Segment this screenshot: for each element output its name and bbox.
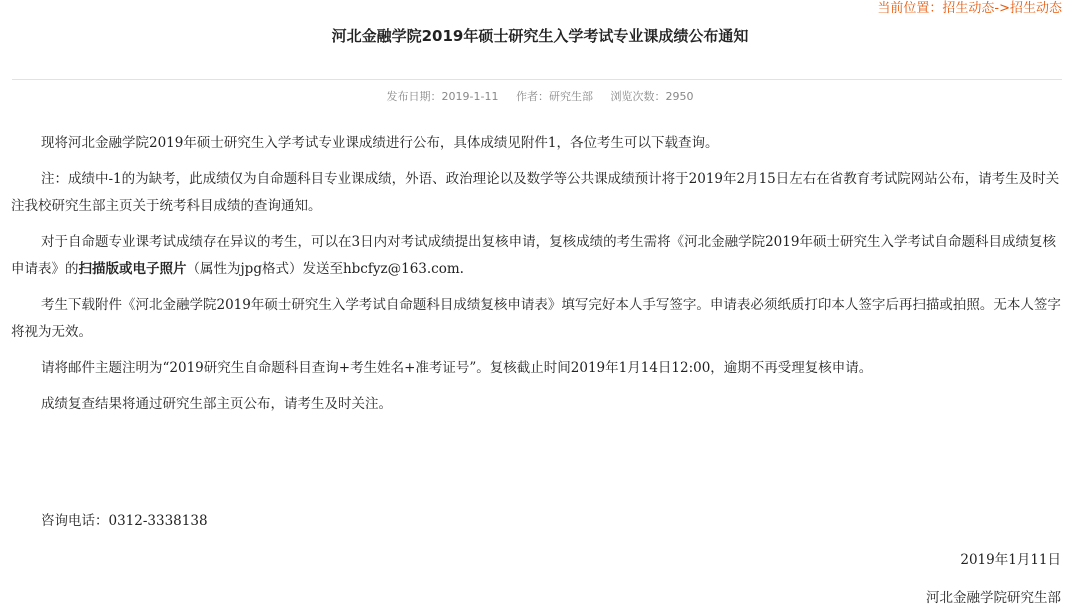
- paragraph-announcement: 现将河北金融学院2019年硕士研究生入学考试专业课成绩进行公布，具体成绩见附件1，各位考生可以下载查询。: [41, 135, 719, 151]
- title-divider: [12, 79, 1062, 80]
- review-text-before: 对于自命题专业课考试成绩存在异议的考生，可以在3日内对考试成绩提出复核申请，复核成绩的考生需将《河北金融学院2019年硕士研究生入学考试自命题科目成绩复核申请表》的: [11, 234, 1056, 277]
- signature-date: 2019年1月11日: [960, 552, 1061, 568]
- author: 作者：研究生部: [515, 90, 593, 103]
- publish-date: 发布日期：2019-1-11: [386, 90, 499, 103]
- article-meta: [0, 89, 1080, 105]
- signature-org: 河北金融学院研究生部: [926, 590, 1061, 606]
- view-count: 浏览次数：2950: [610, 90, 694, 103]
- paragraph-email-subject: 请将邮件主题注明为“2019研究生自命题科目查询+考生姓名+准考证号”。复核截止时间2019年1月14日12:00，逾期不再受理复核申请。: [41, 360, 873, 376]
- paragraph-note: 注：成绩中-1的为缺考，此成绩仅为自命题科目专业课成绩，外语、政治理论以及数学等公共课成绩预计将于2019年2月15日左右在省教育考试院网站公布，请考生及时关注我校研究生部主页关于统考科目成绩的查询通知。: [11, 171, 1060, 214]
- review-text-after: （属性为jpg格式）发送至hbcfyz@163.com.: [186, 261, 464, 277]
- article-body: [11, 130, 1061, 427]
- breadcrumb[interactable]: 当前位置：招生动态->招生动态: [877, 1, 1062, 16]
- paragraph-review-request: [11, 229, 1061, 283]
- contact-phone: 咨询电话：0312-3338138: [41, 513, 208, 529]
- paragraph-result-notice: 成绩复查结果将通过研究生部主页公布，请考生及时关注。: [41, 396, 392, 412]
- review-text-emphasis: 扫描版或电子照片: [78, 261, 187, 277]
- paragraph-form-instructions: 考生下载附件《河北金融学院2019年硕士研究生入学考试自命题科目成绩复核申请表》填写完好本人手写签字。申请表必须纸质打印本人签字后再扫描或拍照。无本人签字将视为无效。: [11, 297, 1061, 340]
- page-title: 河北金融学院2019年硕士研究生入学考试专业课成绩公布通知: [331, 27, 749, 45]
